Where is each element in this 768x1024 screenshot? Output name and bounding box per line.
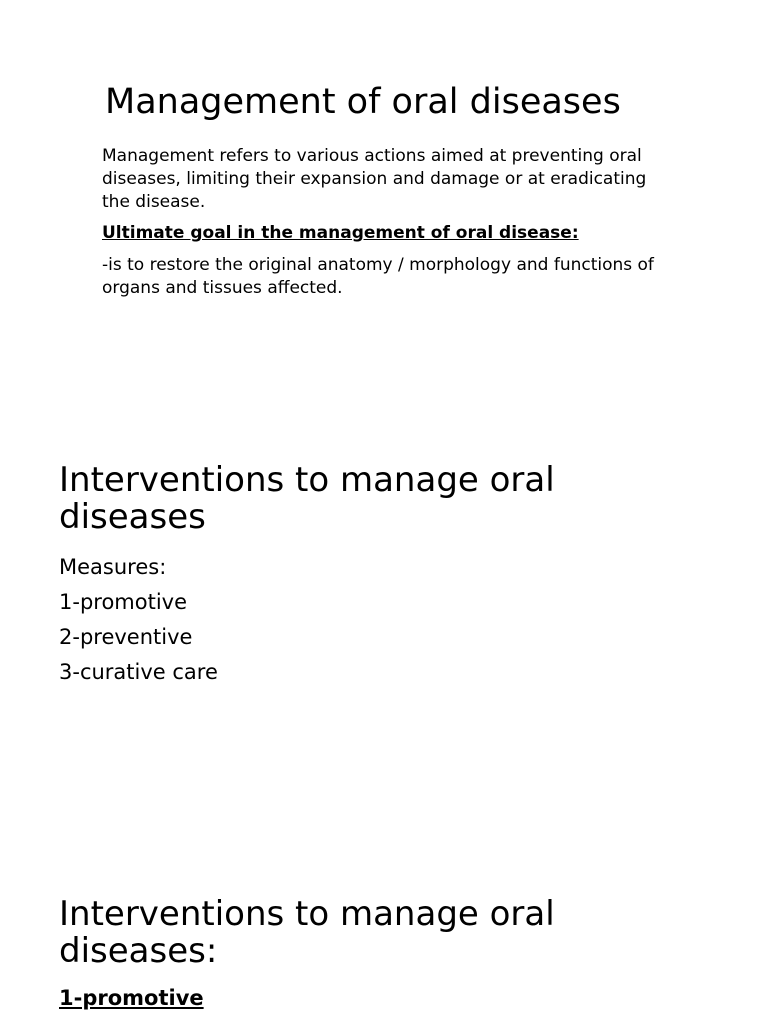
management-definition: Management refers to various actions aimed at preventing oral diseases, limiting their expansion and damage or at eradicating the disease. — [102, 146, 647, 212]
list-item: 3-curative care — [59, 660, 218, 684]
slide-title: Management of oral diseases — [105, 82, 621, 122]
list-item: Measures: — [59, 555, 167, 579]
measures-list — [59, 550, 218, 690]
promotive-subheading: 1-promotive — [59, 986, 204, 1010]
interventions-title: Interventions to manage oral diseases — [59, 460, 555, 537]
goal-heading: Ultimate goal in the management of oral disease: — [102, 223, 579, 243]
list-item: 1-promotive — [59, 590, 188, 614]
interventions-title-2: Interventions to manage oral diseases: — [59, 894, 555, 971]
list-item: 2-preventive — [59, 625, 193, 649]
goal-text: -is to restore the original anatomy / morphology and functions of organs and tissues affected. — [102, 255, 654, 298]
